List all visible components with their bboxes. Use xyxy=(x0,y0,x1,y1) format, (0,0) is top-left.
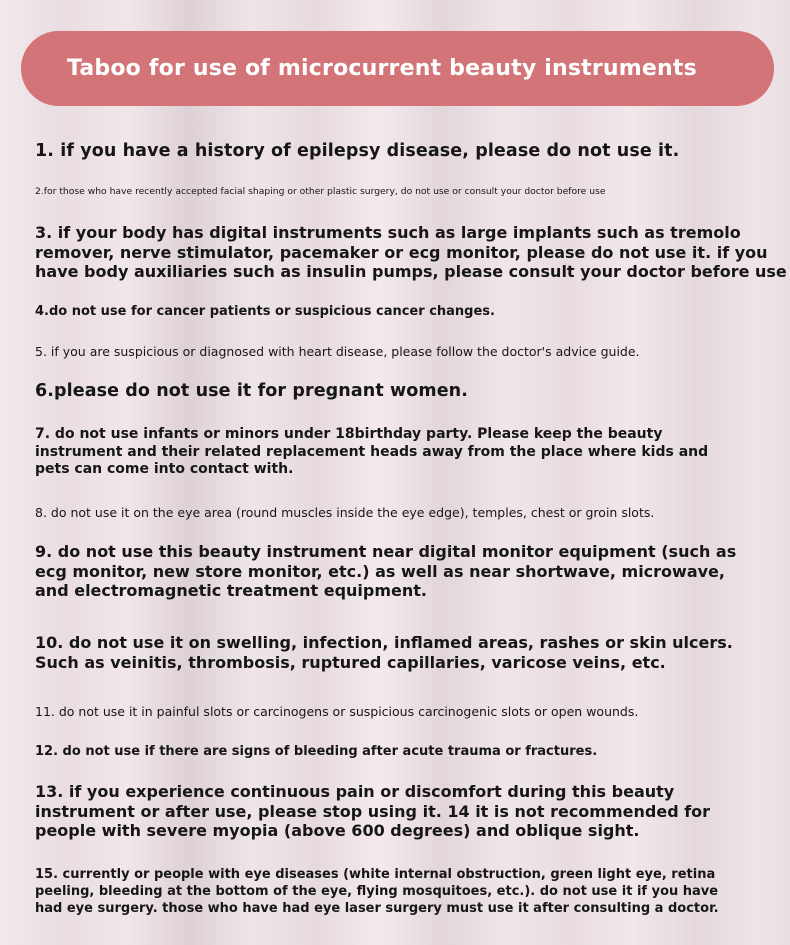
item-9-monitor-equipment: 9. do not use this beauty instrument near digital monitor equipment (such as ecg monitor, new store monitor, etc.) as well as near shortwave, microwave, and electromagnetic treatment equipment. xyxy=(35,542,737,600)
item-8-eye-area: 8. do not use it on the eye area (round muscles inside the eye edge), temples, chest or groin slots. xyxy=(35,505,655,520)
item-15-eye-diseases: 15. currently or people with eye diseases (white internal obstruction, green light eye, retina peeling, bleeding at the bottom of the eye, flying mosquitoes, etc.). do not use it if you have had eye surgery. those who have had eye laser surgery must use it after consulting a doctor. xyxy=(35,867,719,916)
item-10-skin-conditions: 10. do not use it on swelling, infection, inflamed areas, rashes or skin ulcers. Such as veinitis, thrombosis, ruptured capillaries, varicose veins, etc. xyxy=(35,633,733,672)
item-7-minors: 7. do not use infants or minors under 18birthday party. Please keep the beauty instrument and their related replacement heads away from the place where kids and pets can come into contact with. xyxy=(35,426,709,477)
item-11-wounds: 11. do not use it in painful slots or carcinogens or suspicious carcinogenic slots or open wounds. xyxy=(35,704,639,719)
item-3-implants: 3. if your body has digital instruments such as large implants such as tremolo remover, nerve stimulator, pacemaker or ecg monitor, please do not use it. if you have body auxiliaries such as insulin pumps, please consult your doctor before use xyxy=(35,223,787,281)
item-1-epilepsy: 1. if you have a history of epilepsy disease, please do not use it. xyxy=(35,141,680,161)
item-5-heart-disease: 5. if you are suspicious or diagnosed with heart disease, please follow the doctor's advice guide. xyxy=(35,344,640,359)
item-13-pain-discomfort: 13. if you experience continuous pain or discomfort during this beauty instrument or after use, please stop using it. 14 it is not recommended for people with severe myopia (above 600 degrees) and oblique sight. xyxy=(35,782,711,840)
page-title: Taboo for use of microcurrent beauty instruments xyxy=(67,56,697,81)
item-12-bleeding: 12. do not use if there are signs of bleeding after acute trauma or fractures. xyxy=(35,744,598,759)
item-2-plastic-surgery: 2.for those who have recently accepted facial shaping or other plastic surgery, do not use or consult your doctor before use xyxy=(35,186,606,197)
item-6-pregnant: 6.please do not use it for pregnant women. xyxy=(35,381,468,401)
item-4-cancer: 4.do not use for cancer patients or suspicious cancer changes. xyxy=(35,304,495,319)
title-banner xyxy=(21,31,774,106)
